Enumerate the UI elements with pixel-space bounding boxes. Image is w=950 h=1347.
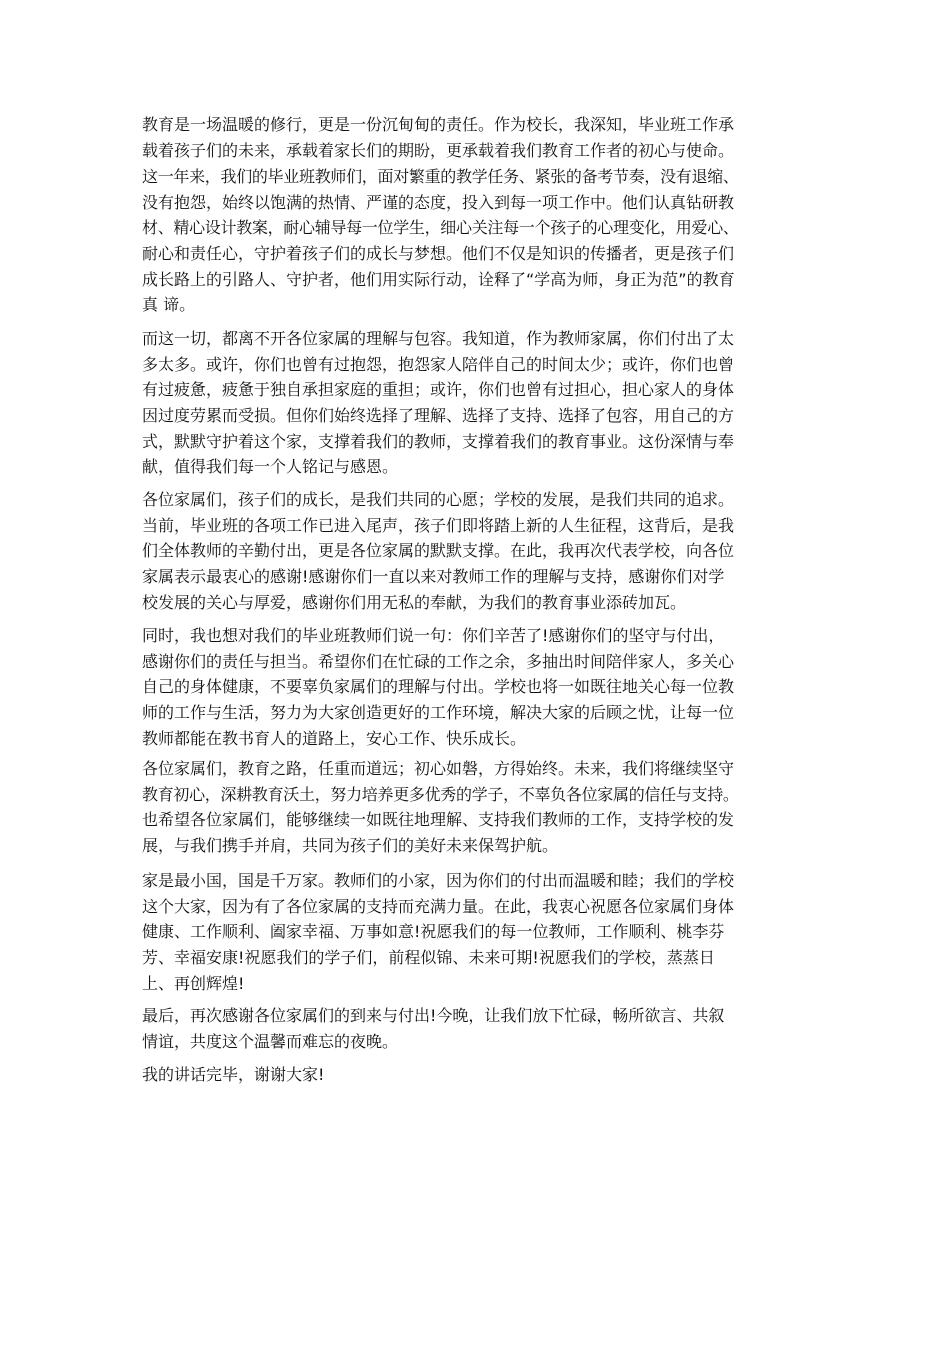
text-line: 真 谛。 — [142, 295, 196, 315]
text-line: 最后，再次感谢各位家属们的到来与付出!今晚，让我们放下忙碌，畅所欲言、共叙 — [142, 1006, 725, 1025]
text-line: 材、精心设计教案，耐心辅导每一位学生，细心关注每一个孩子的心理变化，用爱心、 — [142, 218, 739, 238]
text-line: 展，与我们携手并肩，共同为孩子们的美好未来保驾护航。 — [142, 836, 559, 856]
paragraph-future — [142, 756, 822, 859]
text-line: 健康、工作顺利、阖家幸福、万事如意!祝愿我们的每一位教师，工作顺利、桃李芬 — [142, 922, 725, 942]
paragraph-intro — [142, 112, 822, 163]
text-line: 式，默默守护着这个家，支撑着我们的教师，支撑着我们的教育事业。这份深情与奉 — [142, 431, 735, 451]
paragraph-family-understanding — [142, 326, 822, 480]
text-line: 这个大家，因为有了各位家属的支持而充满力量。在此，我衷心祝愿各位家属们身体 — [142, 896, 735, 916]
text-line: 这一年来，我们的毕业班教师们，面对繁重的教学任务、紧张的备考节奏，没有退缩、 — [142, 167, 739, 186]
text-line: 芳、幸福安康!祝愿我们的学子们，前程似锦、未来可期!祝愿我们的学校，蒸蒸日 — [142, 948, 715, 968]
paragraph-wishes — [142, 868, 822, 996]
text-line: 当前，毕业班的各项工作已进入尾声，孩子们即将踏上新的人生征程，这背后，是我 — [142, 515, 735, 535]
text-line: 没有抱怨，始终以饱满的热情、严谨的态度，投入到每一项工作中。他们认真钻研教 — [142, 192, 735, 212]
text-line: 成长路上的引路人、守护者，他们用实际行动，诠释了“学高为师，身正为范”的教育 — [142, 269, 735, 289]
text-line: 们全体教师的辛勤付出，更是各位家属的默默支撑。在此，我再次代表学校，向各位 — [142, 541, 735, 561]
paragraph-closing — [142, 1003, 822, 1054]
paragraph-message-teachers — [142, 623, 822, 751]
paragraph-teachers-effort — [142, 164, 822, 318]
text-line: 家是最小国，国是千万家。教师们的小家，因为你们的付出而温暖和睦；我们的学校 — [142, 871, 735, 890]
text-line: 因过度劳累而受损。但你们始终选择了理解、选择了支持、选择了包容，用自己的方 — [142, 406, 735, 426]
text-line: 有过疲惫，疲惫于独自承担家庭的重担；或许，你们也曾有过担心，担心家人的身体 — [142, 380, 735, 400]
text-line: 教育是一场温暖的修行，更是一份沉甸甸的责任。作为校长，我深知，毕业班工作承 — [142, 115, 735, 134]
text-line: 校发展的关心与厚爱，感谢你们用无私的奉献，为我们的教育事业添砖加瓦。 — [142, 592, 687, 612]
paragraph-thanks-families — [142, 487, 822, 615]
text-line: 载着孩子们的未来，承载着家长们的期盼，更承载着我们教育工作者的初心与使命。 — [142, 140, 735, 160]
text-line: 感谢你们的责任与担当。希望你们在忙碌的工作之余，多抽出时间陪伴家人，多关心 — [142, 651, 735, 671]
text-line: 我的讲话完毕，谢谢大家! — [142, 1065, 325, 1084]
text-line: 情谊，共度这个温馨而难忘的夜晚。 — [142, 1031, 399, 1051]
text-line: 教师都能在教书育人的道路上，安心工作、快乐成长。 — [142, 728, 527, 748]
text-line: 教育初心，深耕教育沃土，努力培养更多优秀的学子，不辜负各位家属的信任与支持。 — [142, 784, 739, 804]
text-line: 自己的身体健康，不要辜负家属们的理解与付出。学校也将一如既往地关心每一位教 — [142, 677, 735, 697]
text-line: 献，值得我们每一个人铭记与感恩。 — [142, 457, 399, 477]
text-line: 同时，我也想对我们的毕业班教师们说一句：你们辛苦了!感谢你们的坚守与付出， — [142, 626, 725, 645]
text-line: 耐心和责任心，守护着孩子们的成长与梦想。他们不仅是知识的传播者，更是孩子们 — [142, 244, 735, 264]
text-line: 上、再创辉煌! — [142, 973, 245, 993]
paragraph-end — [142, 1062, 822, 1088]
text-line: 家属表示最衷心的感谢!感谢你们一直以来对教师工作的理解与支持，感谢你们对学 — [142, 567, 725, 587]
text-line: 各位家属们，教育之路，任重而道远；初心如磐，方得始终。未来，我们将继续坚守 — [142, 759, 735, 778]
text-line: 多太多。或许，你们也曾有过抱怨，抱怨家人陪伴自己的时间太少；或许，你们也曾 — [142, 354, 735, 374]
text-line: 也希望各位家属们，能够继续一如既往地理解、支持我们教师的工作，支持学校的发 — [142, 810, 735, 830]
text-line: 而这一切，都离不开各位家属的理解与包容。我知道，作为教师家属，你们付出了太 — [142, 329, 735, 348]
text-line: 师的工作与生活，努力为大家创造更好的工作环境，解决大家的后顾之忧，让每一位 — [142, 703, 735, 723]
text-line: 各位家属们，孩子们的成长，是我们共同的心愿；学校的发展，是我们共同的追求。 — [142, 490, 735, 509]
